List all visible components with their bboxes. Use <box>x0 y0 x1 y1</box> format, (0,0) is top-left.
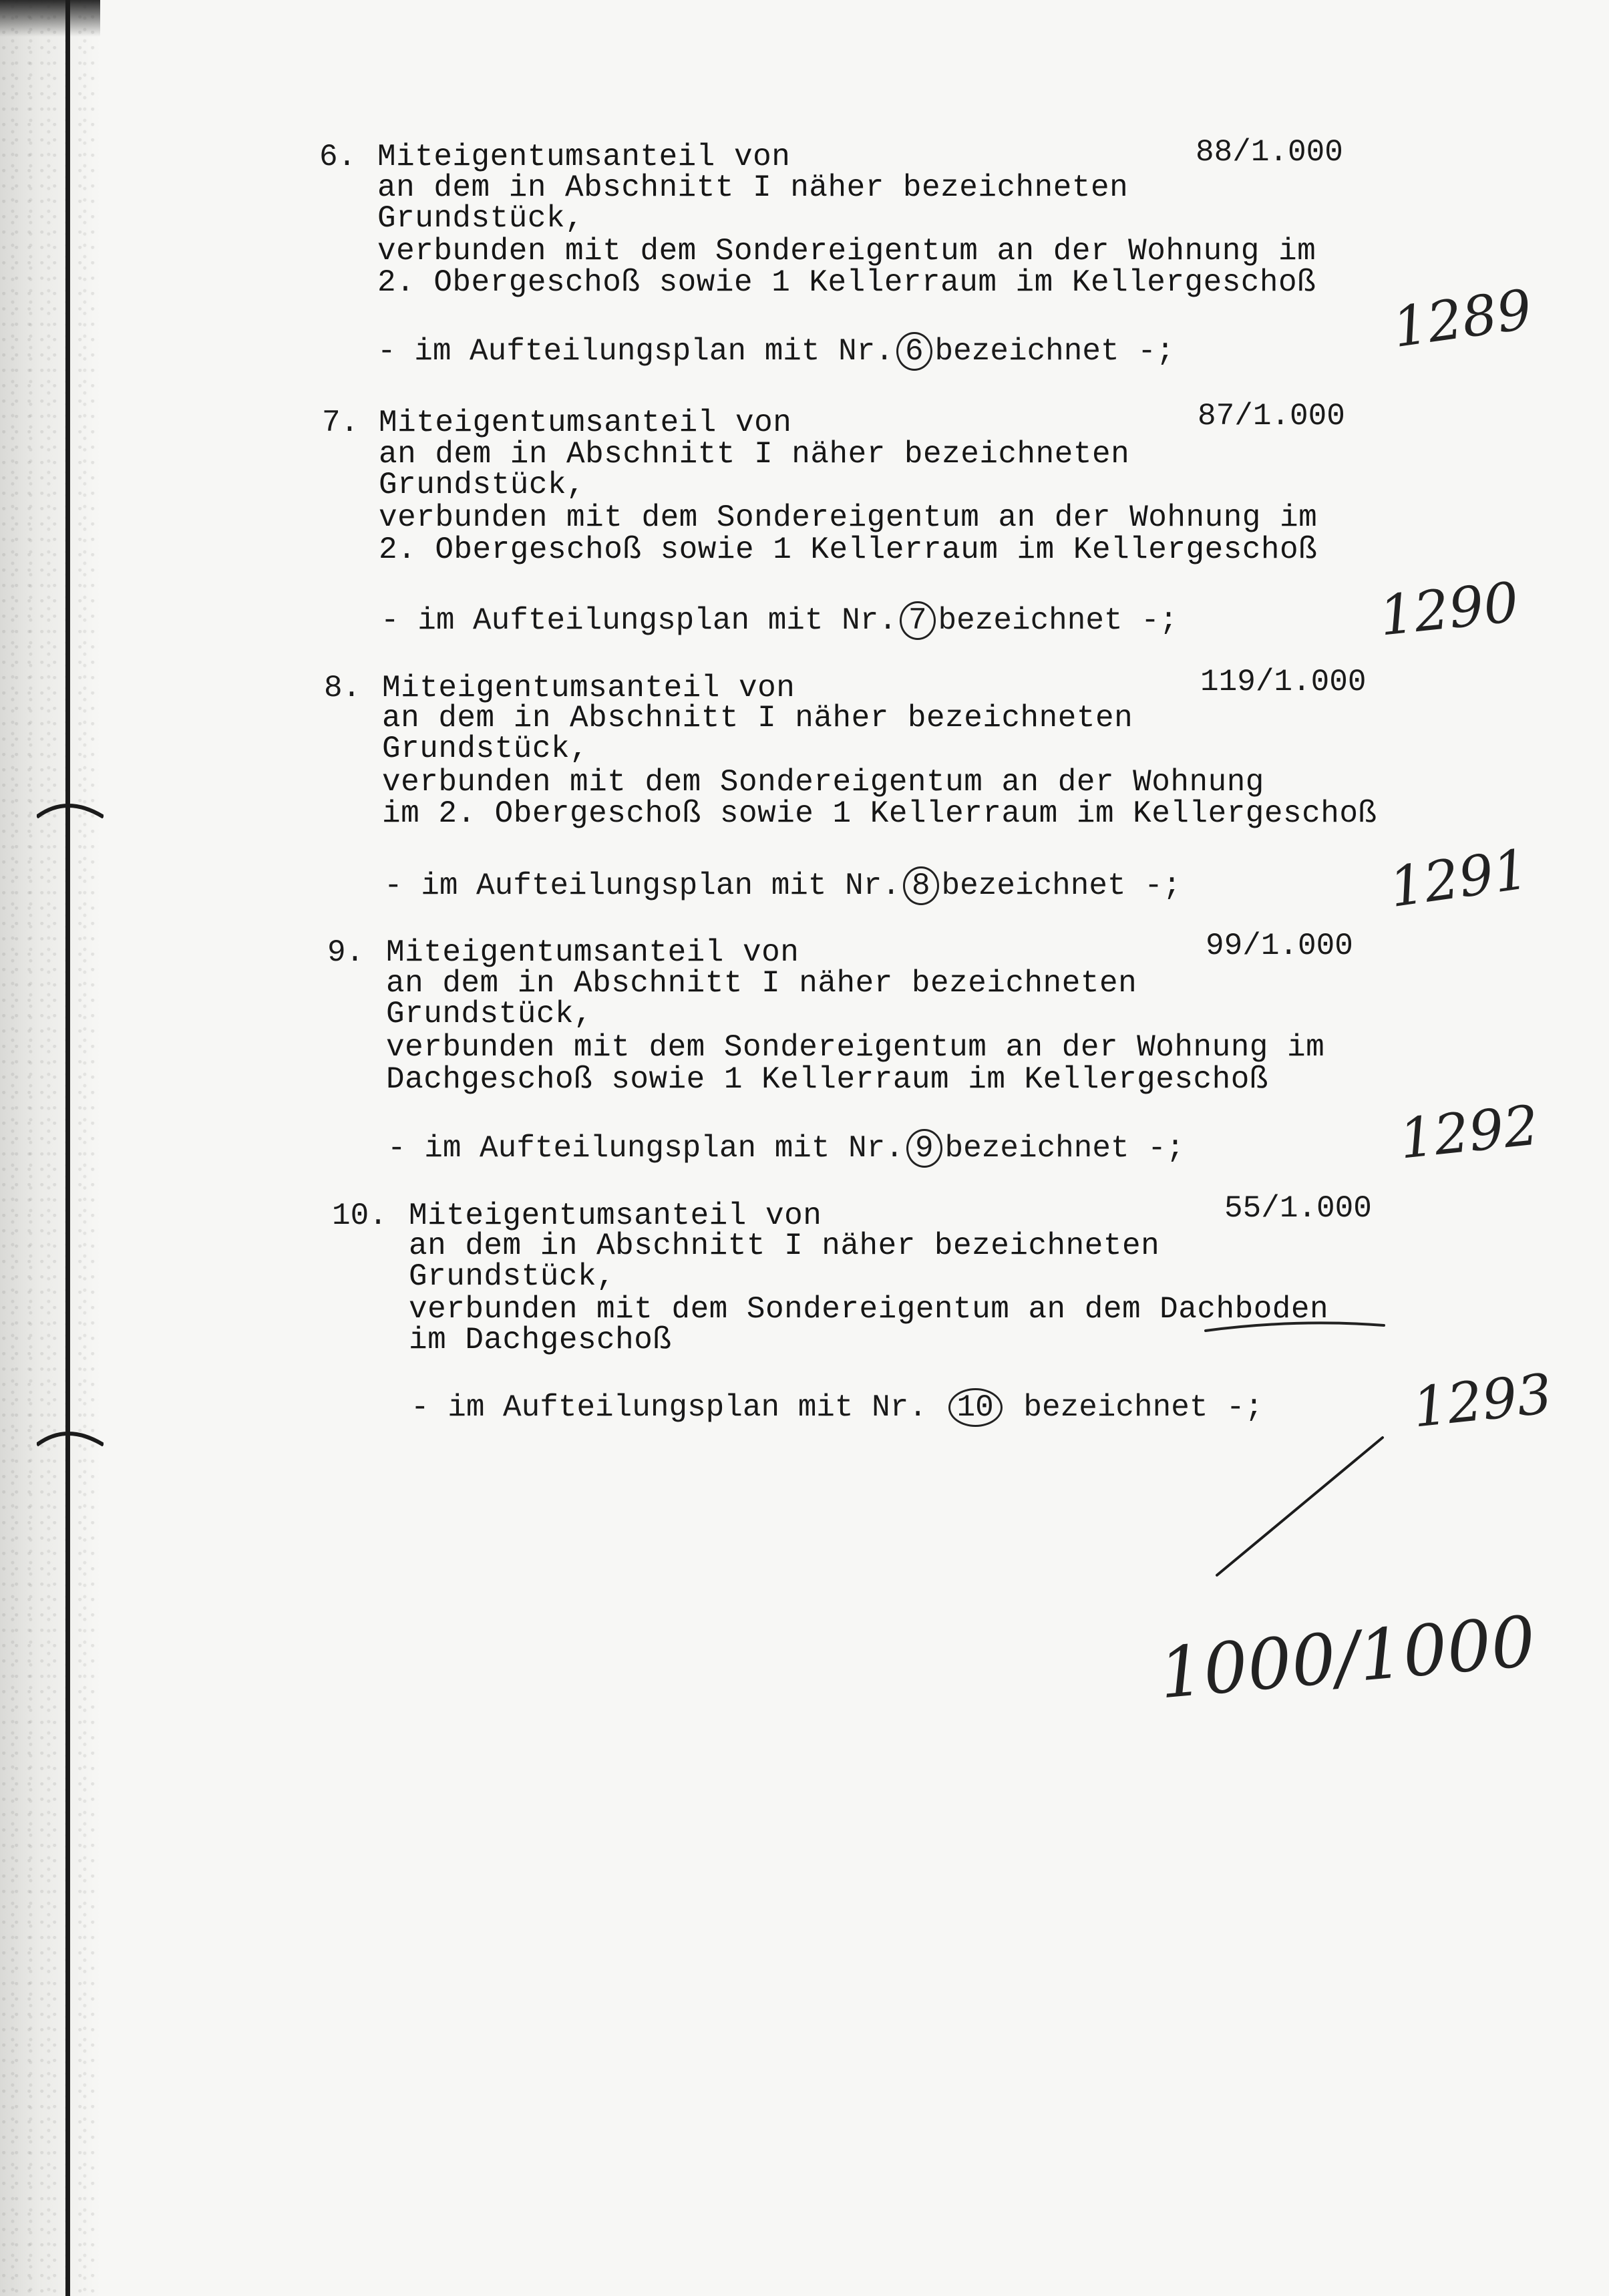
entry-line: Dachgeschoß sowie 1 Kellerraum im Kellergeschoß <box>386 1062 1268 1097</box>
handwritten-number: 1292 <box>1396 1094 1542 1172</box>
plan-reference <box>384 866 1181 905</box>
circled-plan-number: 7 <box>900 601 936 640</box>
entry-line: verbunden mit dem Sondereigentum an der Wohnung im <box>386 1030 1325 1065</box>
entry-title: Miteigentumsanteil von <box>379 405 792 440</box>
entry-line: an dem in Abschnitt I näher bezeichneten <box>382 701 1133 735</box>
entry-line: verbunden mit dem Sondereigentum an dem Dachboden <box>409 1292 1329 1327</box>
entry-number: 9. <box>327 935 365 970</box>
plan-suffix: bezeichnet -; <box>944 1131 1185 1166</box>
plan-reference <box>377 332 1174 371</box>
closing-diagonal-stroke <box>1202 1430 1396 1583</box>
entry-title: Miteigentumsanteil von <box>386 935 799 970</box>
plan-prefix: - im Aufteilungsplan mit Nr. <box>384 868 900 903</box>
entry-number: 10. <box>332 1198 387 1233</box>
entry-line: Grundstück, <box>386 997 593 1031</box>
entry-line: an dem in Abschnitt I näher bezeichneten <box>377 170 1129 205</box>
entry-title: Miteigentumsanteil von <box>377 140 791 174</box>
handwritten-underline <box>1202 1316 1389 1336</box>
entry-share: 99/1.000 <box>1206 929 1353 963</box>
binding-edge <box>0 0 100 2296</box>
plan-prefix: - im Aufteilungsplan mit Nr. <box>387 1131 904 1166</box>
entry-line: verbunden mit dem Sondereigentum an der Wohnung im <box>377 234 1316 269</box>
handwritten-total: 1000/1000 <box>1155 1600 1539 1715</box>
circled-plan-number: 8 <box>903 866 939 905</box>
entry-share: 88/1.000 <box>1196 135 1343 170</box>
circled-plan-number: 9 <box>906 1129 942 1168</box>
binding-clip-mark <box>37 798 104 818</box>
plan-prefix: - im Aufteilungsplan mit Nr. <box>411 1390 927 1425</box>
entry-line: Grundstück, <box>382 731 589 766</box>
entry-title: Miteigentumsanteil von <box>382 671 795 705</box>
entry-line: an dem in Abschnitt I näher bezeichneten <box>379 437 1130 472</box>
plan-reference <box>411 1388 1263 1427</box>
plan-suffix: bezeichnet -; <box>941 868 1182 903</box>
entry-number: 8. <box>324 671 361 705</box>
entry-share: 55/1.000 <box>1224 1191 1372 1226</box>
entry-line: verbunden mit dem Sondereigentum an der Wohnung <box>382 765 1264 800</box>
binding-line <box>65 0 70 2296</box>
circled-plan-number: 10 <box>948 1388 1003 1427</box>
entry-share: 87/1.000 <box>1198 399 1345 434</box>
entry-line: an dem in Abschnitt I näher bezeichneten <box>386 966 1137 1001</box>
plan-prefix: - im Aufteilungsplan mit Nr. <box>377 334 894 369</box>
entry-line: Grundstück, <box>409 1259 616 1294</box>
entry-line: Grundstück, <box>379 468 586 502</box>
handwritten-number: 1289 <box>1389 277 1536 361</box>
entry-number: 7. <box>322 405 359 440</box>
entry-line: 2. Obergeschoß sowie 1 Kellerraum im Kellergeschoß <box>379 532 1318 567</box>
binding-shadow <box>0 0 100 37</box>
entry-share: 119/1.000 <box>1200 665 1367 699</box>
plan-prefix: - im Aufteilungsplan mit Nr. <box>381 603 897 638</box>
entry-line: im 2. Obergeschoß sowie 1 Kellerraum im Kellergeschoß <box>382 796 1377 831</box>
entry-title: Miteigentumsanteil von <box>409 1198 822 1233</box>
plan-suffix: bezeichnet -; <box>938 603 1178 638</box>
entry-line: an dem in Abschnitt I näher bezeichneten <box>409 1228 1160 1263</box>
entry-line: 2. Obergeschoß sowie 1 Kellerraum im Kellergeschoß <box>377 265 1316 300</box>
handwritten-number: 1293 <box>1409 1362 1556 1440</box>
circled-plan-number: 6 <box>896 332 932 371</box>
plan-suffix: bezeichnet -; <box>1023 1390 1264 1425</box>
entry-line: Grundstück, <box>377 201 584 236</box>
handwritten-number: 1291 <box>1385 837 1533 921</box>
plan-reference <box>381 601 1178 640</box>
handwritten-number: 1290 <box>1376 570 1522 649</box>
plan-reference <box>387 1129 1184 1168</box>
entry-number: 6. <box>319 140 357 174</box>
plan-suffix: bezeichnet -; <box>934 334 1175 369</box>
entry-line: im Dachgeschoß <box>409 1323 672 1357</box>
entry-line: verbunden mit dem Sondereigentum an der Wohnung im <box>379 500 1318 535</box>
binding-clip-mark <box>37 1426 104 1446</box>
